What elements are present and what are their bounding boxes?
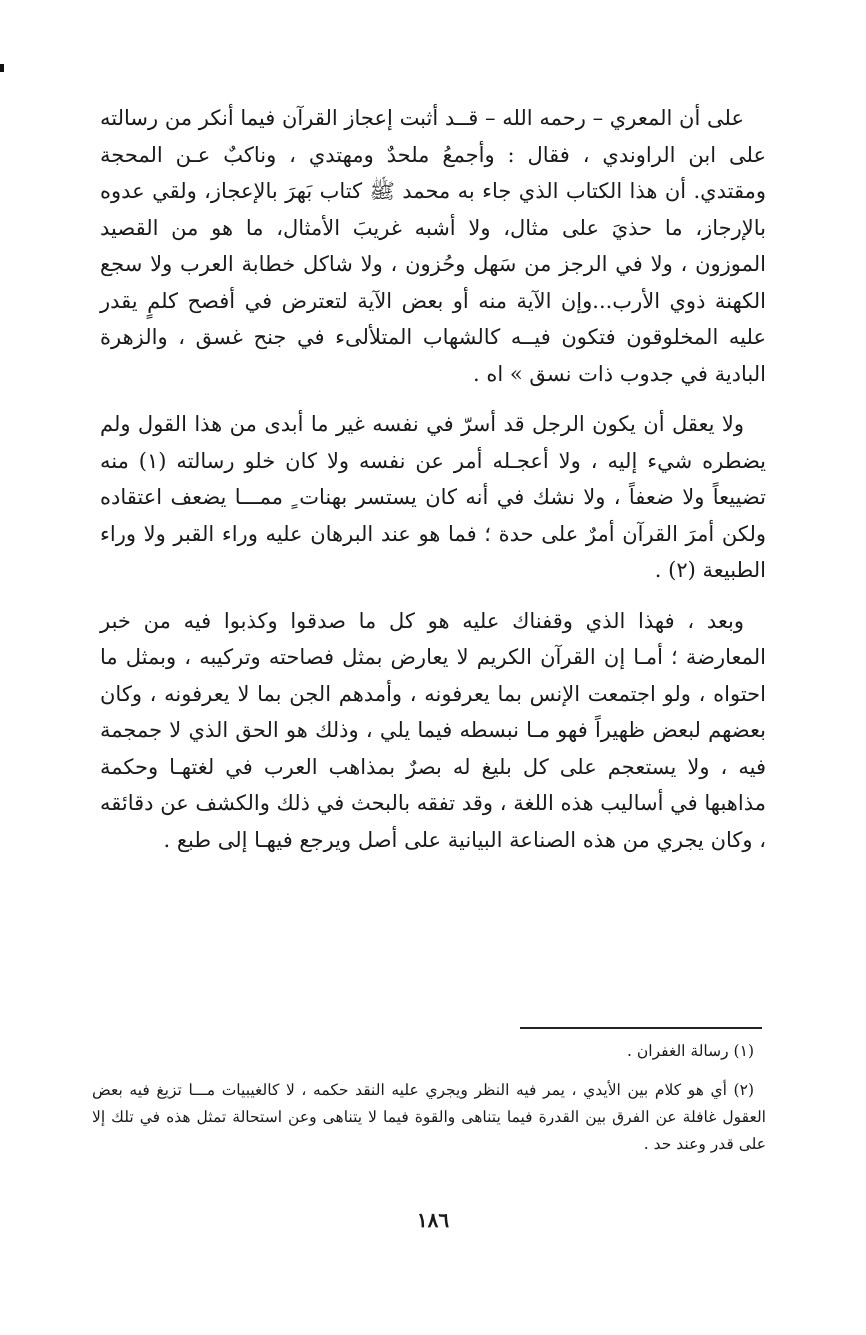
footnote-1: (١) رسالة الغفران . [627,1042,754,1060]
footnotes [92,1038,766,1158]
paragraph-1: على أن المعري – رحمه الله – قــد أثبت إعجاز القرآن فيما أنكر من رسالته على ابن الراوندي ، فقال : وأجمعُ ملحدٌ ومهتدي ، وناكبٌ عـن المحجة ومقتدي. أن هذا الكتاب الذي جاء به محمد ﷺ كتاب بَهرَ بالإعجاز، ولقي عدوه بالإرجاز، ما حذيَ على مثال، ولا أشبه غريبَ الأمثال، ما هو من القصيد الموزون ، ولا في الرجز من سَهل وحُزون ، ولا شاكل خطابة العرب ولا سجع الكهنة ذوي الأرب...وإن الآية منه أو بعض الآية لتعترض في أفصح كلمٍ يقدر عليه المخلوقون فتكون فيــه كالشهاب المتلألىء في جنح غسق ، والزهرة البادية في جدوب ذات نسق » اه . [100,106,766,386]
paragraph-3: وبعد ، فهذا الذي وقفناك عليه هو كل ما صدقوا وكذبوا فيه من خبر المعارضة ؛ أمـا إن القرآن الكريم لا يعارض بمثل فصاحته وتركيبه ، وبمثل ما احتواه ، ولو اجتمعت الإنس بما يعرفونه ، وأمدهم الجن بما لا يعرفونه ، وكان بعضهم لبعض ظهيراً فهو مـا نبسطه فيما يلي ، وذلك هو الحق الذي لا جمجمة فيه ، ولا يستعجم على كل بليغ له بصرٌ بمذاهب العرب في لغتهـا وحكمة مذاهبها في أساليب هذه اللغة ، وقد تفقه بالبحث في ذلك والكشف عن دقائقه ، وكان يجري من هذه الصناعة البيانية على أصل ويرجع فيهـا إلى طبع . [100,608,766,852]
footnote-divider [520,1027,762,1029]
margin-mark [0,64,4,72]
paragraph-2: ولا يعقل أن يكون الرجل قد أسرّ في نفسه غير ما أبدى من هذا القول ولم يضطره شيء إليه ، ولا أعجـله أمر عن نفسه ولا كان خلو رسالته (١) منه تضييعاً ولا ضعفاً ، ولا نشك في أنه كان يستسر بهنات ٍ ممـــا يضعف اعتقاده ولكن أمرَ القرآن أمرٌ على حدة ؛ فما هو عند البرهان عليه وراء القبر ولا وراء الطبيعة (٢) . [100,412,766,582]
page-number: ١٨٦ [416,1208,450,1232]
footnote-2: (٢) أي هو كلام بين الأيدي ، يمر فيه النظر ويجري عليه النقد حكمه ، لا كالغيبيات مـــا تزيغ فيه بعض العقول غافلة عن الفرق بين القدرة فيما يتناهى والقوة فيما لا يتناهى وعن استحالة تمثل هذه في تلك إلا على قدر وعند حد . [92,1081,766,1153]
main-text [100,100,766,858]
